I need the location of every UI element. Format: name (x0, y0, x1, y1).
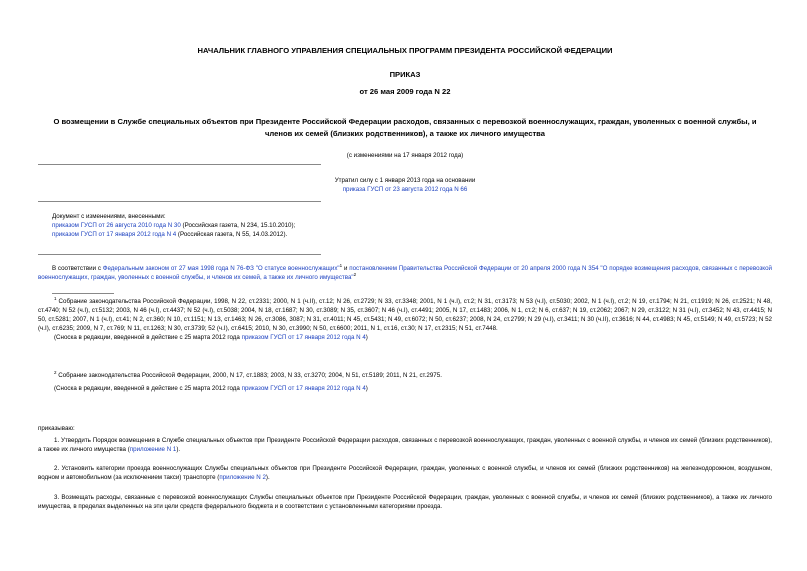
footnote: $^1$ Собрание законодательства Российской Федерации, 1998, N 22, ст.2331; 2000, N 1 (ч.II), ст.12; N 26, ст.2729; N 33, ст.3348; 2001, N 1 (ч.I), ст.2; N 31, ст.3173; N 53 (ч.I), ст.5030; 2002, N 1 (ч.I), ст.2; N 19, ст.1794; N 21, ст.1919; N 26, ст.2521; N 48, ст.4740; N 52 (ч.I), ст.5132; 2003, N 46 (ч.I), ст.4437; N 52 (ч.I), ст.5038; 2004, N 18, ст.1687; N 30, ст.3089; N 35, ст.3607; N 46 (ч.I), ст.4491; 2005, N 17, ст.1483; 2006, N 1, ст.2; N 6, ст.637; N 19, ст.2062; 2067; N 29, ст.3122; N 31 (ч.I), ст.3452; N 43, ст.4415; N 50, ст.5281; 2007, N 1 (ч.I), ст.41; N 2, ст.360; N 10, ст.1151; N 13, ст.1463; N 26, ст.3086, 3087; N 31, ст.4011; N 45, ст.5431; N 49, ст.6072; N 50, ст.6237; 2008, N 24, ст.2799; N 29 (ч.I), ст.3411; N 30 (ч.II), ст.3616; N 44, ст.4983; N 45, ст.5149; N 49, ст.5723; N 52 (ч.I), ст.6235; 2009, N 7, ст.769; N 11, ст.1263; N 30, ст.3739; 52 (ч.I), ст.6415; 2010, N 30, ст.3990; N 50, ст.6600; 2011, N 1, ст.16, ст.30; N 17, ст.2315; N 51, ст.7448. (Сноска в редакции, введенной в действие с 25 марта 2012 года приказом ГУСП от 17 января 2012 года N 4) (38, 295, 772, 341)
amendments-note: (с изменениями на 17 января 2012 года) (346, 152, 464, 159)
issuing-authority: НАЧАЛЬНИК ГЛАВНОГО УПРАВЛЕНИЯ СПЕЦИАЛЬНЫХ ПРОГРАММ ПРЕЗИДЕНТА РОССИЙСКОЙ ФЕДЕРАЦИИ (197, 46, 613, 55)
order-item: 3. Возмещать расходы, связанные с перевозкой военнослужащих Службы специальных объектов при Президенте Российской Федерации, граждан, уволенных с военной службы, и членов их семей (близких родственников), а также их личного имущества, в пределах выделенных на эти цели средств федерального бюджета и в соответствии с установленными категориями проезда. (38, 494, 772, 510)
footnote-ref[interactable]: 2 (353, 271, 357, 277)
appendix-link[interactable]: приложение N 2 (219, 473, 266, 481)
footnote-mark: 2 (54, 369, 57, 375)
lost-force-block (38, 177, 772, 195)
footnote-divider (52, 293, 114, 294)
legal-basis-paragraph: В соответствии с Федеральным законом от 27 мая 1998 года N 76-ФЗ "О статусе военнослужащих"$^1$ и постановлением Правительства Российской Федерации от 20 апреля 2000 года N 354 "О порядке возмещения расходов, связанных с перевозкой военнослужащих, граждан, уволенных с военной службы, и членов их семей, а также их личного имущества"$^2$ (38, 262, 772, 281)
footnote-edit-link[interactable]: приказом ГУСП от 17 января 2012 года N 4 (241, 384, 366, 392)
footnote-text: Собрание законодательства Российской Федерации, 1998, N 22, ст.2331; 2000, N 1 (ч.II), ст.12; N 26, ст.2729; N 33, ст.3348; 2001, N 1 (ч.I), ст.2; N 31, ст.3173; N 53 (ч.I), ст.5030; 2002, N 1 (ч.I), ст.2; N 19, ст.1794; N 21, ст.1919; N 26, ст.2521; N 48, ст.4740; N 52 (ч.I), ст.5132; 2003, N 46 (ч.I), ст.4437; N 52 (ч.I), ст.5038; 2004, N 18, ст.1687; N 30, ст.3089; N 35, ст.3607; N 46 (ч.I), ст.4491; 2005, N 17, ст.1483; 2006, N 1, ст.2; N 6, ст.637; N 19, ст.2062; 2067; N 29, ст.3122; N 31 (ч.I), ст.3452; N 43, ст.4415; N 50, ст.5281; 2007, N 1 (ч.I), ст.41; N 2, ст.360; N 10, ст.1151; N 13, ст.1463; N 26, ст.3086, 3087; N 31, ст.4011; N 45, ст.5431; N 49, ст.6072; N 50, ст.6237; 2008, N 24, ст.2799; N 29 (ч.I), ст.3411; N 30 (ч.II), ст.3616; N 44, ст.4983; N 45, ст.5149; N 49, ст.5723; N 52 (ч.I), ст.6235; 2009, N 7, ст.769; N 11, ст.1263; N 30, ст.3739; 52 (ч.I), ст.6415; 2010, N 30, ст.3990; N 50, ст.6600; 2011, N 1, ст.16, ст.30; N 17, ст.2315; N 51, ст.7448. (38, 298, 772, 332)
appendix-link[interactable]: приложение N 1 (129, 445, 177, 453)
amendment-link[interactable]: приказом ГУСП от 17 января 2012 года N 4 (52, 230, 177, 238)
doc-amendments-intro: Документ с изменениями, внесенными: (52, 213, 166, 220)
amendment-link[interactable]: приказом ГУСП от 26 августа 2010 года N 30 (52, 221, 181, 229)
order-intro: приказываю: (38, 425, 75, 432)
lost-force-link[interactable]: приказа ГУСП от 23 августа 2012 года N 66 (342, 185, 468, 193)
footnote-ref[interactable]: 1 (339, 262, 343, 268)
divider (38, 201, 321, 202)
divider (38, 164, 321, 165)
doc-amendment-item: приказом ГУСП от 26 августа 2010 года N 30 (Российская газета, N 234, 15.10.2010); (52, 221, 296, 229)
federal-law-link[interactable]: Федеральным законом от 27 мая 1998 года N 76-ФЗ "О статусе военнослужащих" (102, 265, 340, 272)
document-type: ПРИКАЗ (389, 70, 421, 79)
footnote-mark: 1 (54, 295, 57, 301)
doc-amendment-item: приказом ГУСП от 17 января 2012 года N 4 (Российская газета, N 55, 14.03.2012). (52, 230, 288, 238)
divider (38, 254, 321, 255)
footnote-text: Собрание законодательства Российской Федерации, 2000, N 17, ст.1883; 2003, N 33, ст.3270; 2004, N 51, ст.5189; 2011, N 21, ст.2975. (56, 372, 442, 379)
footnote-edit-link[interactable]: приказом ГУСП от 17 января 2012 года N 4 (241, 333, 366, 341)
doc-amendments (52, 213, 752, 240)
government-decree-link[interactable]: постановлением Правительства Российской Федерации от 20 апреля 2000 года N 354 "О порядке возмещения расходов, связанных с перевозкой военнослужащих, граждан, уволенных с военной службы, и членов их семей, а также их личного имущества" (38, 265, 772, 281)
lost-force-text: Утратил силу с 1 января 2013 года на основании (334, 177, 476, 184)
order-item: 2. Установить категории проезда военнослужащих Службы специальных объектов при Президенте Российской Федерации, граждан, уволенных с военной службы, и членов их семей (близких родственников) на железнодорожном, воздушном, водном и автомобильном (за исключением такси) транспорте (приложение N 2). (38, 465, 772, 481)
document-date-number: от 26 мая 2009 года N 22 (359, 87, 451, 96)
order-item: 1. Утвердить Порядок возмещения в Службе специальных объектов при Президенте Российской Федерации расходов, связанных с перевозкой военнослужащих, граждан, уволенных с военной службы, и членов их семей (близких родственников), а также их личного имущества (приложение N 1). (38, 437, 772, 453)
document-title: О возмещении в Службе специальных объектов при Президенте Российской Федерации расходов, связанных с перевозкой военнослужащих, граждан, уволенных с военной службы, и членов их семей (близких родственников), а также их личного имущества (53, 117, 757, 138)
footnote: $^2$ Собрание законодательства Российской Федерации, 2000, N 17, ст.1883; 2003, N 33, ст.3270; 2004, N 51, ст.5189; 2011, N 21, ст.2975. (Сноска в редакции, введенной в действие с 25 марта 2012 года приказом ГУСП от 17 января 2012 года N 4) (54, 369, 442, 392)
